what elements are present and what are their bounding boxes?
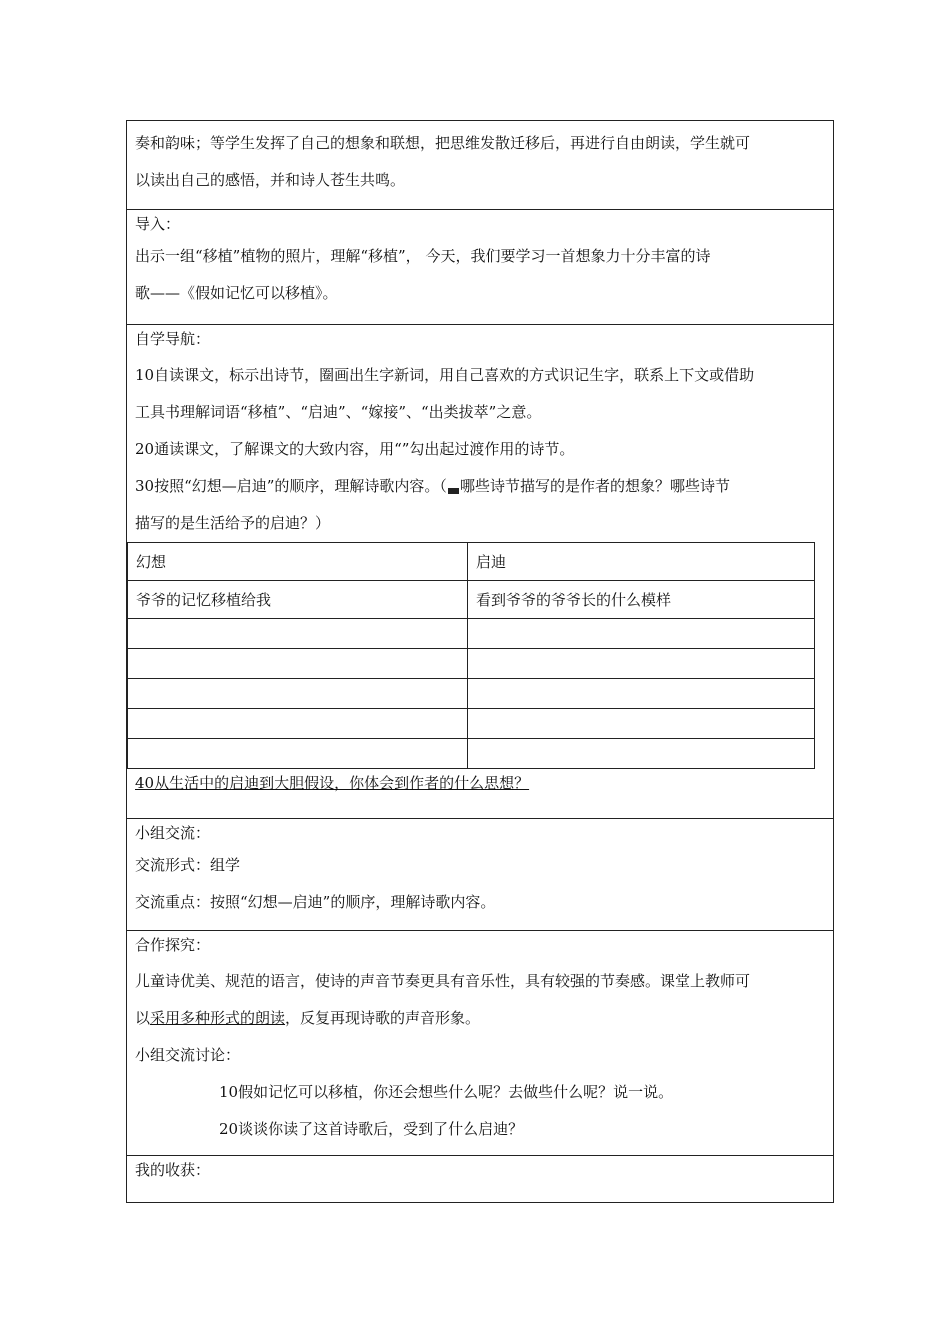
table-cell <box>468 619 815 649</box>
self-study-heading: 自学导航： <box>135 330 211 348</box>
my-gains-heading: 我的收获： <box>135 1161 211 1179</box>
table-cell <box>468 739 815 769</box>
table-cell <box>468 649 815 679</box>
group-exchange-section <box>127 818 833 930</box>
table-cell <box>128 649 468 679</box>
discussion-question-2: 20谈谈你读了这首诗歌后，受到了什么启迪？ <box>219 1120 524 1138</box>
table-row <box>128 709 815 739</box>
lead-in-heading: 导入： <box>135 215 181 233</box>
group-exchange-focus: 交流重点：按照“幻想—启迪”的顺序，理解诗歌内容。 <box>135 893 496 911</box>
discussion-question-1: 10假如记忆可以移植，你还会想些什么呢？去做些什么呢？说一说。 <box>219 1083 674 1101</box>
table-cell <box>128 679 468 709</box>
table-header-row <box>128 543 815 581</box>
table-row <box>128 649 815 679</box>
table-cell: 爷爷的记忆移植给我 <box>128 581 468 619</box>
line-2-suffix: ，反复再现诗歌的声音形象。 <box>285 1009 481 1027</box>
self-study-item-3 <box>135 468 825 505</box>
self-study-item-1-line-2: 工具书理解词语“移植”、“启迪”、“嫁接”、“出类拔萃”之意。 <box>135 403 542 421</box>
column-header-fantasy: 幻想 <box>128 543 468 581</box>
table-cell <box>468 679 815 709</box>
cooperative-inquiry-line-2 <box>135 1000 825 1037</box>
line-2-prefix: 以 <box>135 1009 151 1027</box>
table-row <box>128 739 815 769</box>
lead-in-line-2: 歌——《假如记忆可以移植》。 <box>135 284 338 302</box>
table-row <box>128 581 815 619</box>
table-cell <box>128 739 468 769</box>
self-study-item-3-part-b: 哪些诗节描写的是作者的想象？哪些诗节 <box>459 477 730 495</box>
lead-in-section <box>127 209 833 324</box>
bookmark-icon <box>448 488 459 494</box>
cooperative-inquiry-line-1: 儿童诗优美、规范的语言，使诗的声音节奏更具有音乐性，具有较强的节奏感。课堂上教师可 <box>135 972 751 990</box>
column-header-inspiration: 启迪 <box>468 543 815 581</box>
intro-line-1: 奏和韵味；等学生发挥了自己的想象和联想，把思维发散迁移后，再进行自由朗读，学生就可 <box>135 134 751 152</box>
self-study-item-3-line-2: 描写的是生活给予的启迪？） <box>135 514 331 532</box>
fantasy-inspiration-table <box>127 542 815 769</box>
table-cell <box>128 709 468 739</box>
cooperative-inquiry-section <box>127 930 833 1155</box>
table-cell <box>128 619 468 649</box>
self-study-item-1-line-1: 10自读课文，标示出诗节，圈画出生字新词，用自己喜欢的方式识记生字，联系上下文或借助 <box>135 366 755 384</box>
lesson-plan-table <box>126 120 834 1203</box>
self-study-item-2: 20通读课文，了解课文的大致内容，用“”勾出起过渡作用的诗节。 <box>135 440 575 458</box>
group-discussion-heading: 小组交流讨论： <box>135 1046 241 1064</box>
group-exchange-form: 交流形式：组学 <box>135 856 241 874</box>
table-row <box>128 619 815 649</box>
self-study-item-3-part-a: 30按照“幻想—启迪”的顺序，理解诗歌内容。（ <box>135 477 447 495</box>
reading-method-emphasis: 采用多种形式的朗读 <box>150 1009 286 1027</box>
intro-line-2: 以读出自己的感悟，并和诗人苍生共鸣。 <box>135 171 406 189</box>
cooperative-inquiry-heading: 合作探究： <box>135 936 211 954</box>
table-cell: 看到爷爷的爷爷长的什么模样 <box>468 581 815 619</box>
table-row <box>128 679 815 709</box>
group-exchange-heading: 小组交流： <box>135 824 211 842</box>
intro-section <box>127 125 833 209</box>
lead-in-line-1: 出示一组“移植”植物的照片，理解“移植”， 今天，我们要学习一首想象力十分丰富的诗 <box>135 247 711 265</box>
self-study-item-4 <box>135 769 825 797</box>
self-study-section <box>127 324 833 818</box>
my-gains-section <box>127 1155 833 1202</box>
table-cell <box>468 709 815 739</box>
self-study-item-4-text: 40从生活中的启迪到大胆假设，你体会到作者的什么思想？ <box>135 774 530 792</box>
